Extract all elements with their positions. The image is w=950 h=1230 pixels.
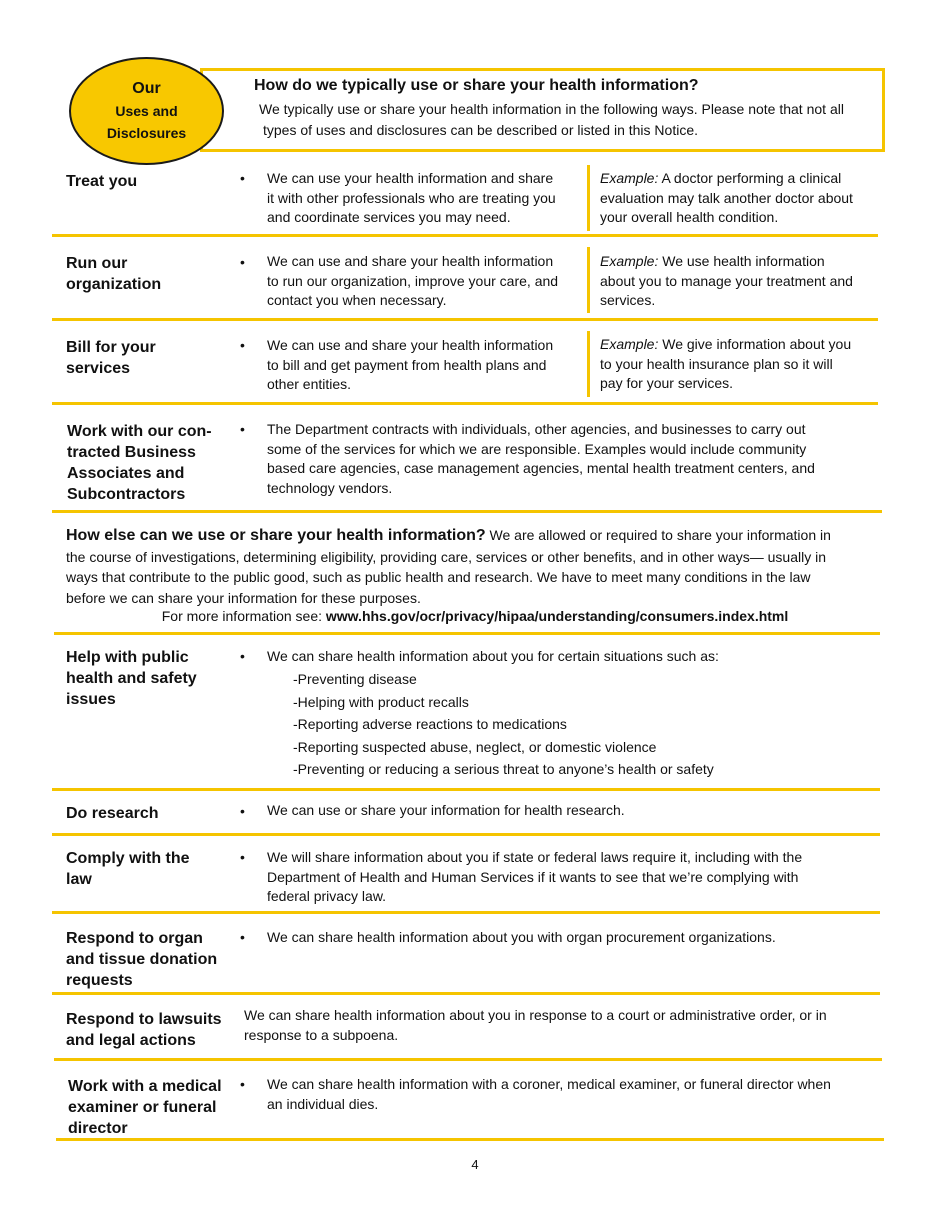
row-text-work: The Department contracts with individuals, other agencies, and businesses to carry out some of the services for which we are responsible. Examples would include community based care agencies, case management agencies, mental health treatment centers, and technology vendors. [267,421,815,496]
bullet: • [240,648,245,664]
more-info-line: For more information see: www.hhs.gov/ocr/privacy/hipaa/understanding/consumers.index.html [161,608,789,624]
public-health-list [293,668,853,781]
row-label-work: Work with our con- tracted Business Associates and Subcontractors [67,423,212,503]
other-uses-paragraph: How else can we use or share your health information? We are allowed or required to share your information in the course of investigations, determining eligibility, providing care, services or other benefits, and in other ways— usually in ways that contribute to the public good, such as public health and research. We have to meet many conditions in the law before we can share your information for these purposes. [66,527,831,606]
row-text-treat: We can use your health information and share it with other professionals who are treating you and coordinate services you may need. [267,170,556,225]
row-text-run: We can use and share your health information to run our organization, improve your care, and contact you when necessary. [267,253,559,308]
other-uses-heading: How else can we use or share your health information? [66,527,486,544]
section-badge [69,57,224,165]
row-divider [52,318,878,321]
bullet: • [240,849,245,865]
row-label-research: Do research [66,805,159,822]
row-divider [52,911,880,914]
bullet: • [240,1076,245,1092]
row-label-public: Help with public health and safety issues [66,649,197,708]
section-title: How do we typically use or share your health information? [254,77,699,94]
row-example-bill: Example: We give information about you to your health insurance plan so it will pay for your services. [600,336,852,391]
badge-line: Uses and [115,103,178,119]
column-divider [587,247,590,313]
row-text-law: We will share information about you if state or federal laws require it, including with the Department of Health and Human Services if it wants to see that we’re complying with federal privacy law. [267,849,803,904]
row-text-lawsuits: We can share health information about you in response to a court or administrative order, or in response to a subpoena. [244,1007,827,1043]
bullet: • [240,254,245,270]
row-text-organ: We can share health information about you with organ procurement organizations. [267,929,776,945]
list-item: -Reporting suspected abuse, neglect, or domestic violence [293,738,657,755]
list-item: -Preventing disease [293,671,417,687]
list-item: -Reporting adverse reactions to medications [293,716,567,732]
bullet: • [240,170,245,186]
row-label-bill: Bill for your services [66,339,156,377]
bullet: • [240,803,245,819]
row-divider [54,1058,882,1061]
row-divider [52,402,878,405]
row-label-lawsuits: Respond to lawsuits and legal actions [66,1011,222,1049]
badge-line: Our [132,80,161,97]
intro-line: types of uses and disclosures can be described or listed in this Notice. [263,122,699,138]
intro-line: We typically use or share your health information in the following ways. Please note that not all [259,101,844,117]
section-intro [259,99,881,141]
row-divider [52,234,878,237]
bullet: • [240,421,245,437]
row-text-bill: We can use and share your health information to bill and get payment from health plans and other entities. [267,337,554,392]
badge-line: Disclosures [106,125,187,141]
row-label-run: Run our organization [66,255,162,293]
row-label-medical: Work with a medical examiner or funeral director [68,1078,222,1137]
column-divider [587,331,590,397]
row-divider [52,788,880,791]
page-number: 4 [471,1157,479,1172]
row-label-organ: Respond to organ and tissue donation requests [66,930,218,989]
column-divider [587,165,590,231]
row-example-treat: Example: A doctor performing a clinical evaluation may talk another doctor about your overall health condition. [600,170,853,225]
row-divider [54,632,880,635]
list-item: -Preventing or reducing a serious threat to anyone’s health or safety [293,761,714,777]
row-text-public: We can share health information about you for certain situations such as: [267,648,719,664]
row-example-run: Example: We use health information about you to manage your treatment and services. [600,253,853,308]
row-label-law: Comply with the law [66,850,190,888]
more-info-url: www.hhs.gov/ocr/privacy/hipaa/understanding/consumers.index.html [325,608,789,624]
row-text-medical: We can share health information with a coroner, medical examiner, or funeral director when an individual dies. [267,1076,831,1112]
bullet: • [240,337,245,353]
row-divider [56,1138,884,1141]
list-item: -Helping with product recalls [293,693,469,710]
row-divider [52,833,880,836]
bullet: • [240,929,245,945]
row-divider [52,510,882,513]
row-label-treat: Treat you [66,173,138,190]
row-text-research: We can use or share your information for health research. [267,802,625,818]
row-divider [52,992,880,995]
